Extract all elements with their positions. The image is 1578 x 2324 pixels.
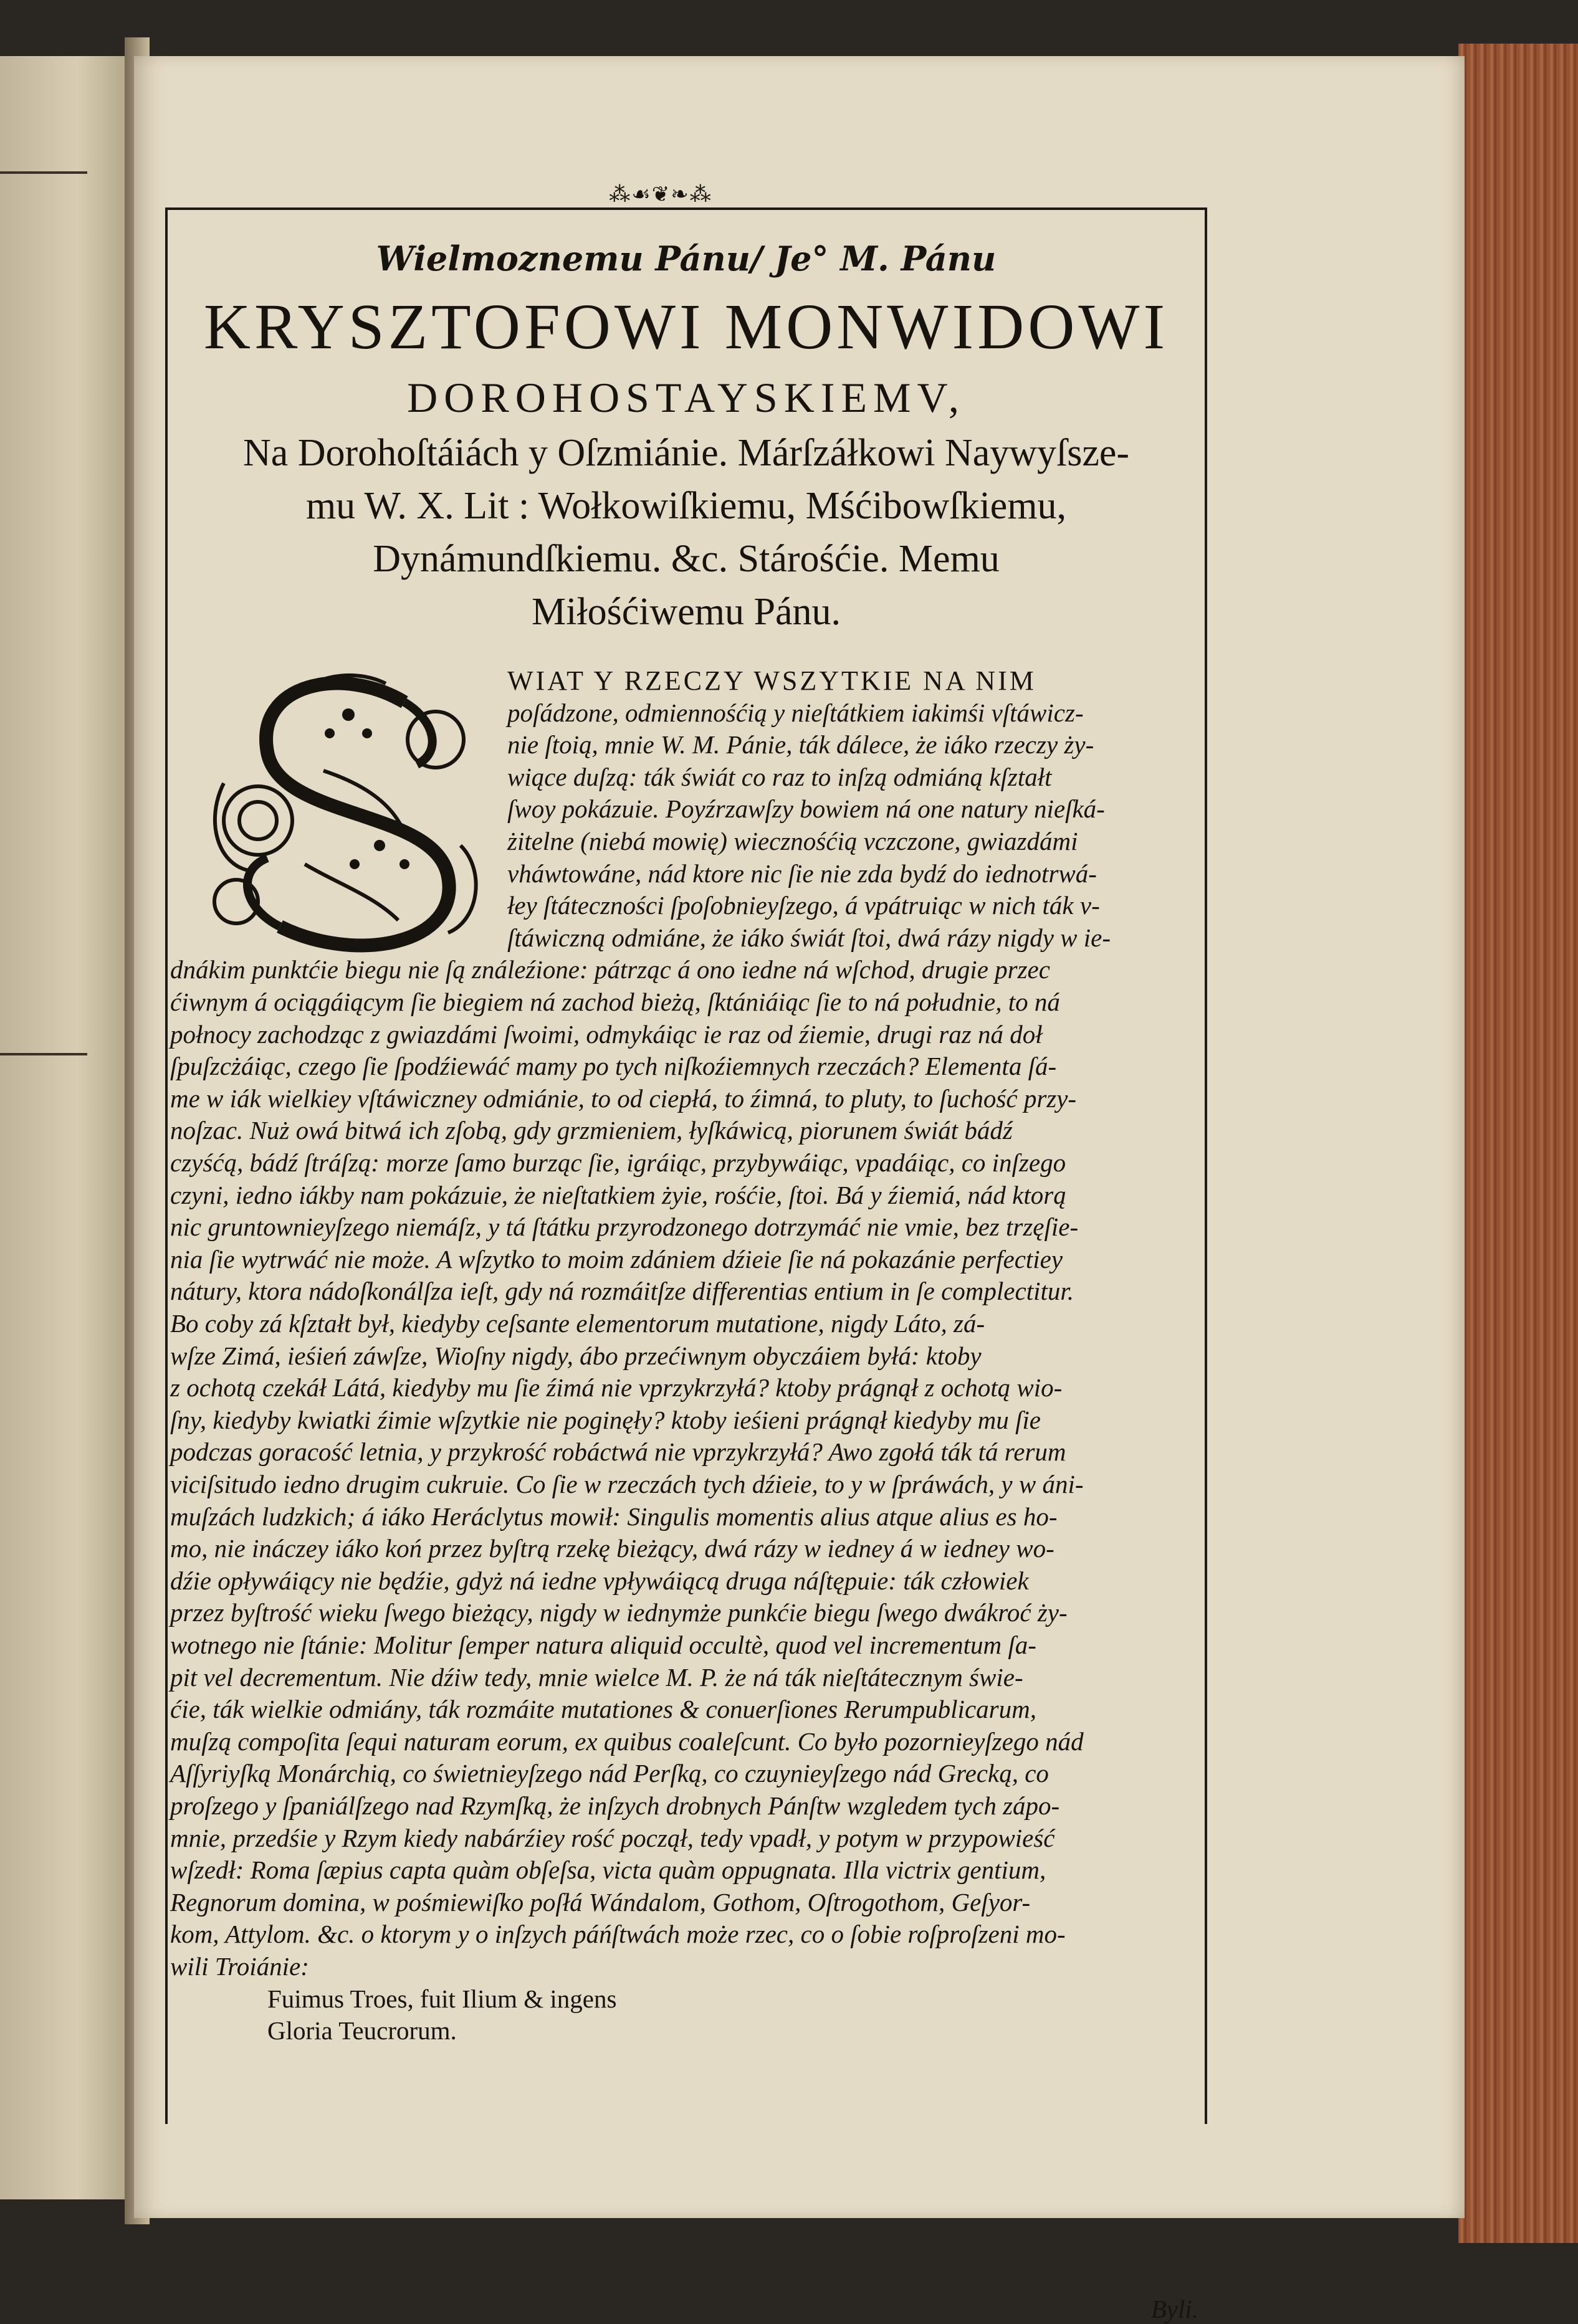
- text-line: ſwoy pokázuie. Poyźrzawſzy bowiem ná one natury nieſká-: [507, 794, 1105, 824]
- catchword: Byli.: [1150, 2295, 1198, 2323]
- text-line: wiące duſzą: ták świát co raz to inſzą odmiáną kſztałt: [507, 762, 1052, 791]
- text-line: nátury, ktora nádoſkonálſza ieſt, gdy ná rozmáitſze differentias entium in ſe complectitur.: [170, 1277, 1074, 1306]
- verse-line: Gloria Teucrorum.: [267, 2016, 457, 2045]
- head-ornament: ⁂☙❦❧⁂: [609, 182, 712, 207]
- text-line: podczas goracość letnia, y przykrość robáctwá nie vprzykrzyłá? Awo zgołá ták tá rerum: [170, 1437, 1066, 1467]
- text-line: ſpuſzcżáiąc, czego ſie ſpodźiewáć mamy po tych niſkoźiemnych rzeczách? Elementa ſá-: [170, 1052, 1057, 1081]
- text-line: wili Troiánie:: [170, 1952, 309, 1981]
- text-line: nie ſtoią, mnie W. M. Pánie, ták dálece, że iáko rzeczy ży-: [507, 730, 1094, 760]
- text-line: vháwtowáne, nád ktore nic ſie nie zda bydź do iednotrwá-: [507, 859, 1097, 888]
- text-line: muſzách ludzkich; á iáko Heráclytus mowił: Singulis momentis alius atque alius es ho-: [170, 1502, 1058, 1531]
- verse-line: Fuimus Troes, fuit Ilium & ingens: [267, 1984, 617, 2013]
- text-line: proſzego y ſpaniálſzego nad Rzymſką, że inſzych drobnych Pánſtw wzgledem tych zápo-: [170, 1791, 1060, 1820]
- text-line: viciſsitudo iedno drugim cukruie. Co ſie w rzeczách tych dźieie, to y w ſpráwách, y w áni-: [170, 1470, 1084, 1498]
- text-line: dnákim punktćie biegu nie ſą ználeźione: pátrząc á ono iedne ná wſchod, drugie przec: [170, 955, 1050, 984]
- text-line: muſzą compoſita ſequi naturam eorum, ex quibus coaleſcunt. Co było pozornieyſzego nád: [170, 1726, 1084, 1756]
- page-stack-edge: [1458, 44, 1578, 2243]
- text-line: noſzac. Nuż owá bitwá ich zſobą, gdy grzmieniem, łyſkáwicą, piorunem świát bádź: [170, 1116, 1013, 1145]
- text-line: wſze Zimá, ieśień záwſze, Wioſny nigdy, ábo przećiwnym obyczáiem byłá: ktoby: [170, 1341, 982, 1370]
- text-line: mnie, przedśie y Rzym kiedy nabárźiey rość począł, tedy vpadł, y potym w przypowieść: [170, 1823, 1055, 1852]
- text-line: ſtáwiczną odmiáne, że iáko świát ſtoi, dwá rázy nigdy w ie-: [507, 923, 1111, 952]
- text-line: połnocy zachodząc z gwiazdámi ſwoimi, odmykáiąc ie raz od źiemie, drugi raz ná doł: [170, 1019, 1043, 1049]
- text-line: poſádzone, odmiennośćią y nieſtátkiem iakimśi vſtáwicz-: [507, 698, 1084, 727]
- title-line: Na Dorohoſtáiách y Oſzmiánie. Márſzáłkowi Naywyſsze-: [242, 432, 1130, 474]
- dedicatee-name: KRYSZTOFOWI MONWIDOWI: [203, 291, 1169, 363]
- text-line: nic gruntownieyſzego niemáſz, y tá ſtátku przyrodzonego dotrzymáć nie vmie, bez trzęſie-: [170, 1212, 1079, 1242]
- text-line: Bo coby zá kſztałt był, kiedyby ceſsante elementorum mutatione, nigdy Láto, zá-: [170, 1309, 985, 1338]
- text-line: Regnorum domina, w pośmiewiſko poſłá Wándalom, Gothom, Oſtrogothom, Geſyor-: [170, 1887, 1031, 1917]
- text-line: żitelne (niebá mowię) wiecznośćią vczczone, gwiazdámi: [507, 827, 1078, 855]
- text-line: wotnego nie ſtánie: Molitur ſemper natura aliquid occultè, quod vel incrementum ſa-: [170, 1631, 1036, 1659]
- dedication-line: Wielmoznemu Pánu/ Je° M. Pánu: [376, 239, 997, 279]
- left-page-edge: [0, 56, 128, 2199]
- text-line: nia ſie wytrwáć nie może. A wſzytko to moim zdániem dźieie ſie ná pokazánie perfectiey: [170, 1244, 1063, 1274]
- title-line: Dynámundſkiemu. &c. Stárośćie. Memu: [373, 538, 1000, 580]
- text-line: czyni, iedno iákby nam pokázuie, że nieſtatkiem żyie, rośćie, ſtoi. Bá y źiemiá, nád ktorą: [170, 1180, 1066, 1209]
- decorated-initial-s: [199, 659, 492, 964]
- text-line: wſzedł: Roma ſæpius capta quàm obſeſsa, victa quàm oppugnata. Illa victrix gentium,: [170, 1855, 1046, 1885]
- text-line: czyśćą, bádź ſtráſzą: morze ſamo burząc ſie, igráiąc, przybywáiąc, vpadáiąc, co inſzego: [170, 1148, 1066, 1177]
- text-line: kom, Attylom. &c. o ktorym y o inſzych páńſtwách może rzec, co o ſobie roſproſzeni mo-: [170, 1920, 1066, 1949]
- left-page-rule: [0, 171, 87, 174]
- text-line: ćie, ták wielkie odmiány, ták rozmáite mutationes & conuerſiones Rerumpublicarum,: [170, 1695, 1036, 1724]
- text-line: łey ſtáteczności ſpoſobnieyſzego, á vpátruiąc w nich ták v-: [507, 891, 1100, 920]
- text-line: mo, nie ináczey iáko koń przez byſtrą rzekę bieżący, dwá rázy w iedney á w iedney wo-: [170, 1534, 1054, 1563]
- text-line: ſny, kiedyby kwiatki źimie wſzytkie nie poginęły? ktoby ieśieni prágnął kiedyby mu ſie: [170, 1405, 1041, 1434]
- text-frame: [165, 207, 1207, 2323]
- text-line: Aſſyriyſką Monárchią, co świetnieyſzego nád Perſką, co czuynieyſzego nád Grecką, co: [170, 1759, 1049, 1788]
- dedicatee-surname: DOROHOSTAYSKIEMV,: [407, 374, 965, 421]
- title-line: Miłośćiwemu Pánu.: [532, 591, 841, 633]
- text-line: WIAT Y RZECZY WSZYTKIE NA NIM: [507, 665, 1036, 696]
- title-line: mu W. X. Lit : Wołkowiſkiemu, Mśćibowſkiemu,: [305, 485, 1067, 527]
- text-line: przez byſtrość wieku ſwego bieżący, nigdy w iednymże punkćie biegu ſwego dwákroć ży-: [170, 1598, 1068, 1627]
- text-line: me w iák wielkiey vſtáwiczney odmiánie, to od ciepłá, to źimná, to pluty, to ſuchość przy-: [170, 1083, 1077, 1113]
- text-line: pit vel decrementum. Nie dźiw tedy, mnie wielce M. P. że ná ták nieſtátecznym świe-: [170, 1662, 1023, 1692]
- text-line: dźie opływáiący nie będźie, gdyż ná iedne vpływáiącą druga náſtępuie: ták człowiek: [170, 1566, 1029, 1595]
- left-page-rule: [0, 1053, 87, 1055]
- text-line: ćiwnym á ociągáiącym ſie biegiem ná zachod bieżą, ſktániáiąc ſie to ná południe, to ná: [170, 988, 1060, 1016]
- text-line: z ochotą czekáł Látá, kiedyby mu ſie źimá nie vprzykrzyłá? ktoby prágnął z ochotą wio-: [170, 1373, 1063, 1402]
